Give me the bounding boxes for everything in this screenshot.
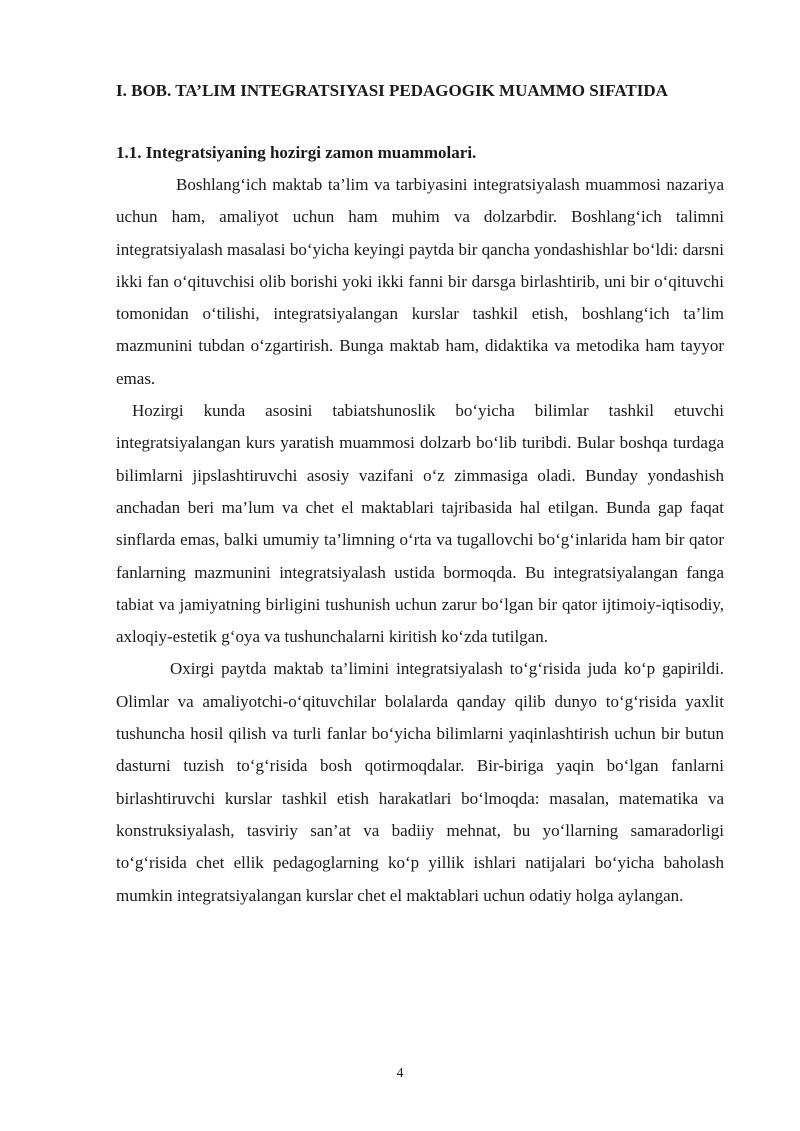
paragraph-2: Hozirgi kunda asosini tabiatshunoslik bo‘yicha bilimlar tashkil etuvchi integratsiyalangan kurs yaratish muammosi dolzarb bo‘lib turibdi. Bular boshqa turdaga bilimlarni jipslashtiruvchi asosiy vazifani o‘z zimmasiga oladi. Bunday yondashish anchadan beri ma’lum va chet el maktablari tajribasida hal etilgan. Bunda gap faqat sinflarda emas, balki umumiy ta’limning o‘rta va tugallovchi bo‘g‘inlarida ham bir qator fanlarning mazmunini integratsiyalash ustida bormoqda. Bu integratsiyalangan fanga tabiat va jamiyatning birligini tushunish uchun zarur bo‘lgan bir qator ijtimoiy-iqtisodiy, axloqiy-estetik g‘oya va tushunchalarni kiritish ko‘zda tutilgan. (116, 401, 724, 647)
page-number: 4 (396, 1066, 404, 1081)
paragraph-3: Oxirgi paytda maktab ta’limini integratsiyalash to‘g‘risida juda ko‘p gapirildi. Olimlar va amaliyotchi-o‘qituvchilar bolalarda qanday qilib dunyo to‘g‘risida yaxlit tushuncha hosil qilish va turli fanlar bo‘yicha bilimlarni yaqinlashtirish uchun bir butun dasturni tuzish to‘g‘risida bosh qotirmoqdalar. Bir-biriga yaqin bo‘lgan fanlarni birlashtiruvchi kurslar tashkil etish harakatlari bo‘lmoqda: masalan, matematika va konstruksiyalash, tasviriy san’at va badiiy mehnat, bu yo‘llarning samaradorligi to‘g‘risida chet ellik pedagoglarning ko‘p yillik ishlari natijalari bo‘yicha baholash mumkin integratsiyalangan kurslar chet el maktablari uchun odatiy holga aylangan. (116, 659, 724, 905)
chapter-title: I. BOB. TA’LIM INTEGRATSIYASI PEDAGOGIK MUAMMO SIFATIDA (116, 81, 668, 100)
section-title: 1.1. Integratsiyaning hozirgi zamon muammolari. (116, 143, 477, 162)
document-page (116, 74, 724, 912)
paragraph-1: Boshlang‘ich maktab ta’lim va tarbiyasini integratsiyalash muammosi nazariya uchun ham, amaliyot uchun ham muhim va dolzarbdir. Boshlang‘ich talimni integratsiyalash masalasi bo‘yicha keyingi paytda bir qancha yondashishlar bo‘ldi: darsni ikki fan o‘qituvchisi olib borishi yoki ikki fanni bir darsga birlashtirib, uni bir o‘qituvchi tomonidan o‘tilishi, integratsiyalangan kurslar tashkil etish, boshlang‘ich ta’lim mazmunini tubdan o‘zgartirish. Bunga maktab ham, didaktika va metodika ham tayyor emas. (116, 175, 724, 388)
